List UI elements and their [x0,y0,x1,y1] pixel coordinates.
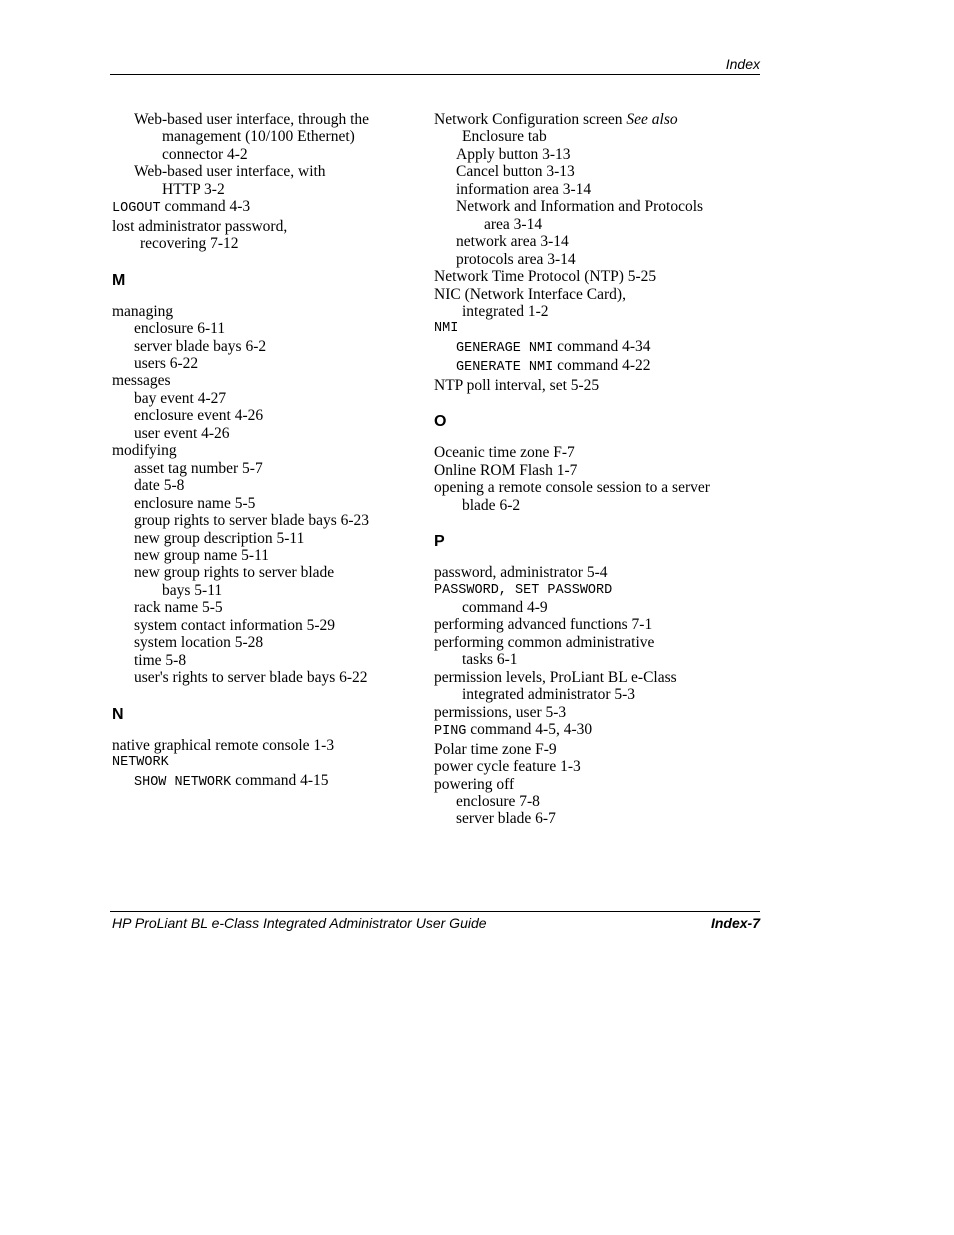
page-footer [110,911,760,934]
index-entry: Online ROM Flash 1-7 [434,461,578,479]
index-entry: area 3-14 [484,215,543,233]
index-entry: recovering 7-12 [140,235,239,253]
index-entry [112,198,412,217]
index-entry: protocols area 3-14 [456,250,576,268]
header-title: Index [725,56,760,72]
index-entry: server blade 6-7 [456,810,556,828]
index-entry: powering off [434,775,515,793]
index-entry: group rights to server blade bays 6-23 [134,512,370,530]
index-entry: user's rights to server blade bays 6-22 [134,669,368,687]
command-keyword: LOGOUT [112,201,161,217]
section-letter-n: N [112,705,124,723]
index-entry: NIC (Network Interface Card), [434,285,626,303]
index-entry: user event 4-26 [134,424,230,442]
section-letter-p: P [434,533,445,551]
index-entry: Web-based user interface, with [134,163,326,181]
index-entry: bays 5-11 [162,581,223,599]
index-entry: information area 3-14 [456,180,592,198]
index-entry: system contact information 5-29 [134,616,336,634]
index-entry: lost administrator password, [112,217,288,235]
index-entry [112,772,412,791]
index-entry: NTP poll interval, set 5-25 [434,376,600,394]
page-header [110,56,760,75]
command-keyword: NETWORK [112,755,169,771]
index-entry: Polar time zone F-9 [434,740,557,758]
command-keyword: PING [434,724,467,740]
index-entry: performing common administrative [434,633,655,651]
index-entry-text: command 4-5, 4-30 [466,721,593,739]
index-entry: performing advanced functions 7-1 [434,616,653,634]
index-entry: HTTP 3-2 [162,180,225,198]
index-entry: enclosure 7-8 [456,792,540,810]
index-entry: enclosure name 5-5 [134,494,256,512]
index-entry: permissions, user 5-3 [434,703,567,721]
index-entry: system location 5-28 [134,634,264,652]
command-keyword: SHOW NETWORK [134,774,232,790]
index-entry: modifying [112,442,177,460]
index-entry-text: command 4-34 [553,337,651,355]
section-letter-m: M [112,271,126,289]
index-entry: Oceanic time zone F-7 [434,444,575,462]
index-entry: enclosure event 4-26 [134,407,264,425]
index-entry: permission levels, ProLiant BL e-Class [434,668,677,686]
index-entry-text: Network Configuration screen [434,111,627,128]
index-entry: date 5-8 [134,477,185,495]
index-entry-text: command 4-3 [160,198,251,216]
index-entry: rack name 5-5 [134,599,223,617]
index-entry: opening a remote console session to a server [434,479,710,497]
command-keyword: PASSWORD, SET PASSWORD [434,582,613,598]
index-entry [434,111,754,128]
footer-guide-title: HP ProLiant BL e-Class Integrated Administrator User Guide [112,915,487,931]
index-entry: users 6-22 [134,354,199,372]
index-entry: management (10/100 Ethernet) [162,128,355,146]
index-entry: integrated administrator 5-3 [462,686,636,704]
index-entry: command 4-9 [462,598,548,616]
index-entry [434,338,754,357]
command-keyword: GENERATE NMI [456,360,554,376]
index-entry: blade 6-2 [462,496,521,514]
index-entry [434,721,754,740]
command-keyword: NMI [434,321,459,337]
command-keyword: GENERAGE NMI [456,340,554,356]
index-entry: enclosure 6-11 [134,320,226,338]
index-entry: messages [112,372,171,390]
index-entry: native graphical remote console 1-3 [112,736,335,754]
index-entry: power cycle feature 1-3 [434,758,581,776]
index-entry: Apply button 3-13 [456,145,571,163]
index-entry: new group description 5-11 [134,529,305,547]
index-entry: new group name 5-11 [134,546,270,564]
section-letter-o: O [434,413,447,431]
footer-page-number: Index-7 [710,915,760,931]
index-entry-text: command 4-15 [231,771,329,789]
index-entry-text: command 4-22 [553,357,651,375]
index-entry [434,357,754,376]
index-entry: new group rights to server blade [134,564,335,582]
index-column-left [112,111,412,791]
index-column-right [434,111,754,828]
index-entry: Web-based user interface, through the [134,111,370,128]
index-entry: connector 4-2 [162,145,248,163]
index-entry: bay event 4-27 [134,389,227,407]
index-entry: password, administrator 5-4 [434,564,608,582]
index-entry: Enclosure tab [462,128,547,146]
index-entry: Network and Information and Protocols [456,198,704,216]
index-entry: asset tag number 5-7 [134,459,263,477]
see-also-reference: See also [626,111,678,128]
index-entry: Cancel button 3-13 [456,163,575,181]
index-entry: managing [112,302,174,320]
index-entry: network area 3-14 [456,233,569,251]
index-entry: integrated 1-2 [462,302,549,320]
index-entry: tasks 6-1 [462,651,518,669]
index-entry: server blade bays 6-2 [134,337,267,355]
index-entry: time 5-8 [134,651,187,669]
index-entry: Network Time Protocol (NTP) 5-25 [434,268,657,286]
